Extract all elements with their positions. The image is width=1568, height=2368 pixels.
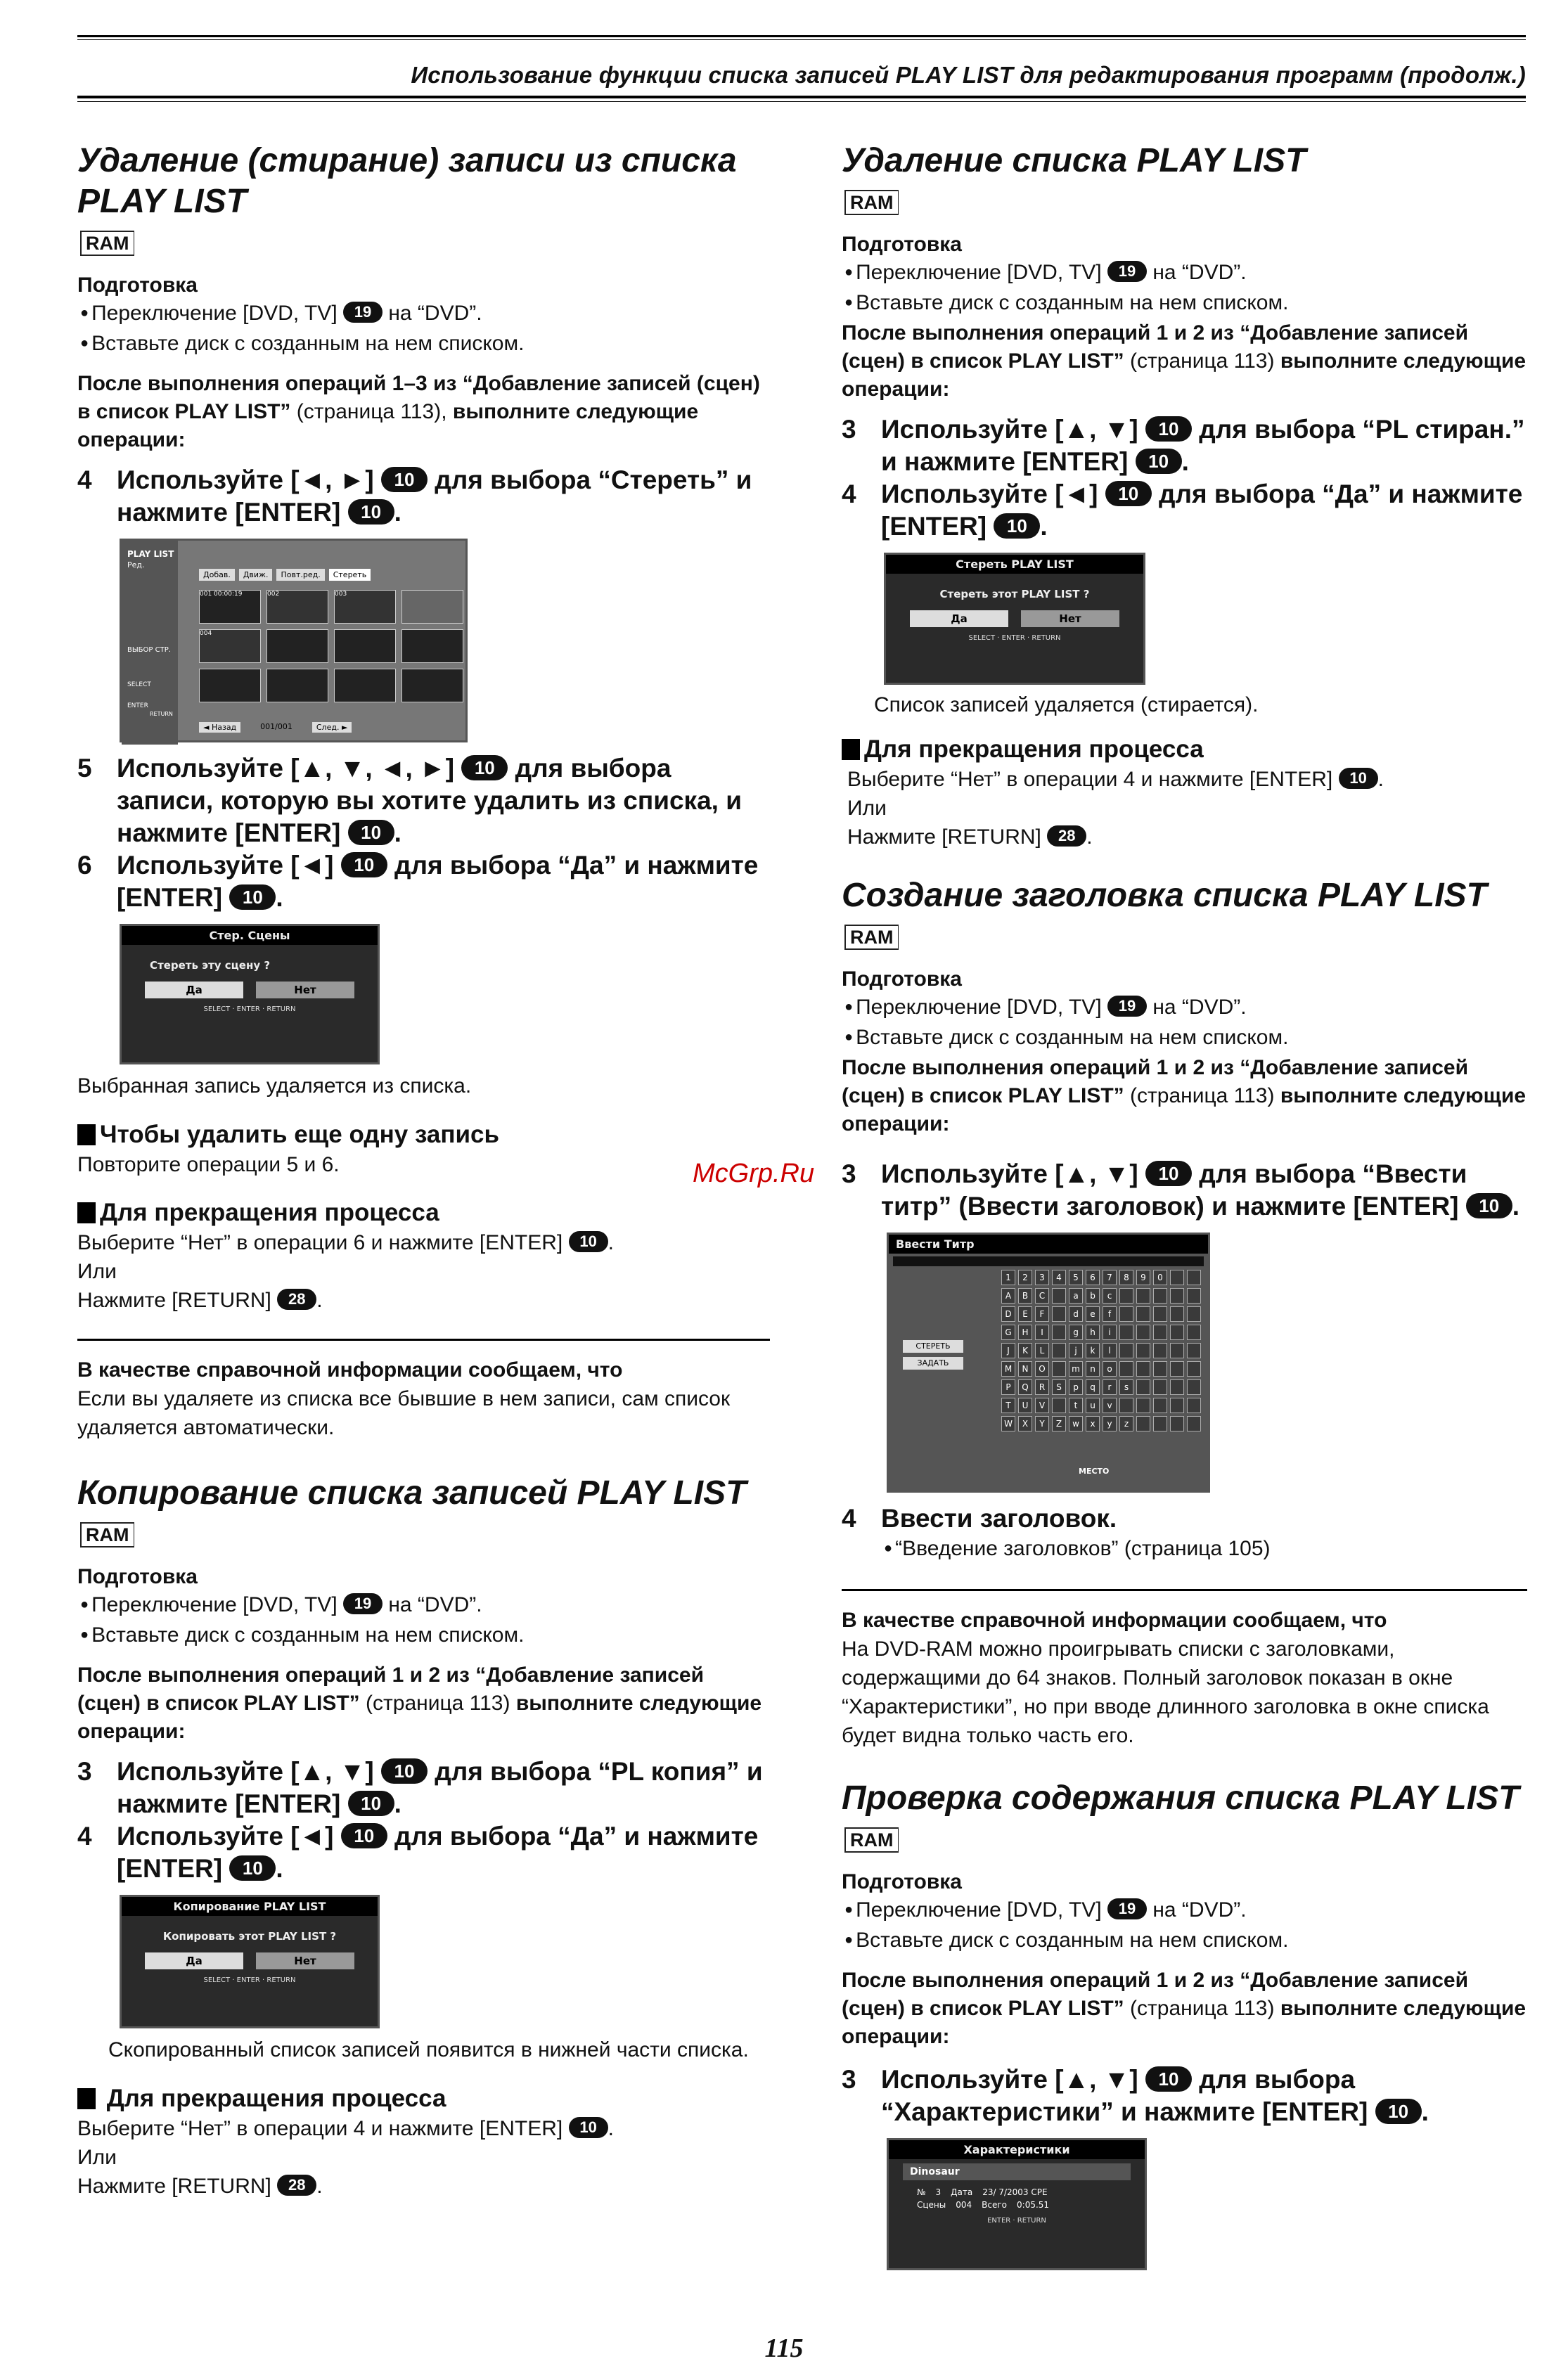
step-6: 6 Используйте [◄] 10 для выбора “Да” и нажмите [ENTER] 10 . [77, 851, 759, 912]
section-title-create-title: Создание заголовка списка PLAY LIST [842, 877, 1487, 914]
badge-icon: 10 [569, 1231, 608, 1252]
right-column [842, 141, 1527, 2270]
tab-erase[interactable]: Стереть [329, 569, 371, 581]
key[interactable]: d [1069, 1306, 1083, 1322]
page-header: Использование функции списка записей PLAY LIST для редактирования программ (продолж.) [411, 62, 1526, 88]
badge-icon: 10 [1375, 2099, 1422, 2124]
key[interactable]: M [1001, 1361, 1015, 1377]
section-title-delete-list: Удаление списка PLAY LIST [842, 142, 1306, 179]
key[interactable]: Q [1018, 1379, 1032, 1395]
erase-button[interactable]: СТЕРЕТЬ [903, 1340, 963, 1353]
subheading-stop: Для прекращения процесса [77, 2083, 770, 2114]
return-text: Нажмите [RETURN] 28 . [77, 2175, 323, 2198]
subheading-stop: Для прекращения процесса [842, 734, 1527, 765]
key[interactable]: 7 [1103, 1270, 1117, 1285]
tab-move[interactable]: Движ. [239, 569, 273, 581]
prep-heading: Подготовка [842, 1870, 962, 1893]
prep-heading: Подготовка [77, 1565, 198, 1588]
space-key[interactable]: МЕСТО [1079, 1467, 1110, 1476]
step-4: 4 Используйте [◄] 10 для выбора “Да” и нажмите [ENTER] 10 . [842, 480, 1523, 541]
badge-icon: 10 [381, 1758, 428, 1784]
prep-heading: Подготовка [842, 967, 962, 991]
or-text: Или [77, 1260, 117, 1283]
subheading-stop: Для прекращения процесса [77, 1197, 770, 1228]
bullet-switch: ● Переключение [DVD, TV] 19 на “DVD”. [842, 1896, 1527, 1926]
key[interactable]: U [1018, 1398, 1032, 1413]
key[interactable]: a [1069, 1288, 1083, 1304]
key[interactable]: D [1001, 1306, 1015, 1322]
key[interactable]: T [1001, 1398, 1015, 1413]
after-instructions: После выполнения операций 1 и 2 из “Добавление записей (сцен) в список PLAY LIST” (страница 113) выполните следующие операции: [842, 1969, 1527, 2048]
ram-label: RAM [844, 1827, 899, 1853]
key[interactable]: y [1103, 1416, 1117, 1431]
badge-icon: 28 [277, 2175, 316, 2196]
step-3: 3 Используйте [▲, ▼] 10 для выбора “PL копия” и нажмите [ENTER] 10 . [77, 1757, 763, 1818]
key[interactable]: l [1103, 1343, 1117, 1358]
ram-label: RAM [80, 1522, 134, 1547]
key[interactable]: i [1103, 1325, 1117, 1340]
step-4: 4 Используйте [◄] 10 для выбора “Да” и нажмите [ENTER] 10 . [77, 1822, 759, 1883]
after-instructions: После выполнения операций 1–3 из “Добавление записей (сцен) в список PLAY LIST” (страница 113), выполните следующие операции: [77, 372, 760, 451]
bullet-switch: ● Переключение [DVD, TV] 19 на “DVD”. [77, 300, 770, 330]
yes-button[interactable]: Да [910, 610, 1008, 627]
yes-button[interactable]: Да [145, 982, 243, 998]
key[interactable]: 2 [1018, 1270, 1032, 1285]
key[interactable]: H [1018, 1325, 1032, 1340]
badge-icon: 10 [348, 499, 394, 525]
key[interactable]: A [1001, 1288, 1015, 1304]
badge-icon: 10 [1145, 2066, 1192, 2092]
key[interactable]: f [1103, 1306, 1117, 1322]
divider [842, 1589, 1527, 1591]
key[interactable]: R [1035, 1379, 1049, 1395]
bullet-insert: ● Вставьте диск с созданным на нем списком. [842, 1926, 1527, 1957]
stop-text: Выберите “Нет” в операции 6 и нажмите [ENTER] 10 . [77, 1231, 614, 1254]
no-button[interactable]: Нет [256, 1952, 354, 1969]
prep-heading: Подготовка [77, 274, 198, 297]
section-title-properties: Проверка содержания списка PLAY LIST [842, 1780, 1519, 1817]
key[interactable]: X [1018, 1416, 1032, 1431]
badge-icon: 10 [461, 755, 508, 780]
key[interactable]: c [1103, 1288, 1117, 1304]
badge-icon: 10 [1145, 1161, 1192, 1186]
key[interactable]: e [1086, 1306, 1100, 1322]
key[interactable]: p [1069, 1379, 1083, 1395]
key[interactable]: O [1035, 1361, 1049, 1377]
step-3: 3 Используйте [▲, ▼] 10 для выбора “Ввести титр” (Ввести заголовок) и нажмите [ENTER] 10 . [842, 1159, 1520, 1221]
bullet-insert: ● Вставьте диск с созданным на нем списком. [842, 289, 1527, 319]
screen-delete-playlist: Стереть PLAY LIST Стереть этот PLAY LIST ? Да Нет SELECT · ENTER · RETURN [884, 553, 1145, 685]
badge-icon: 10 [569, 2117, 608, 2138]
key[interactable]: E [1018, 1306, 1032, 1322]
badge-icon: 28 [1047, 825, 1086, 847]
key[interactable]: 9 [1136, 1270, 1150, 1285]
screen-enter-title: Ввести Титр СТЕРЕТЬ ЗАДАТЬ 1 2 3 4 5 6 7 8 9 0 A B C a b c D E F d e f G H I g h i J K L j k l M N O m n o P Q R S p q r s T U V t u v W X Y Z w x y z МЕСТО [887, 1233, 1210, 1493]
key[interactable]: g [1069, 1325, 1083, 1340]
bullet-insert: ● Вставьте диск с созданным на нем списком. [77, 330, 770, 360]
after-instructions: После выполнения операций 1 и 2 из “Добавление записей (сцен) в список PLAY LIST” (страница 113) выполните следующие операции: [842, 1056, 1527, 1135]
return-text: Нажмите [RETURN] 28 . [847, 825, 1093, 849]
badge-icon: 10 [1466, 1193, 1512, 1218]
bullet-switch: ● Переключение [DVD, TV] 19 на “DVD”. [842, 993, 1527, 1024]
key[interactable]: S [1052, 1379, 1066, 1395]
no-button[interactable]: Нет [1021, 610, 1119, 627]
top-rule-thin [77, 39, 1526, 40]
badge-icon: 19 [1107, 261, 1147, 282]
no-button[interactable]: Нет [256, 982, 354, 998]
subheading-another: Чтобы удалить еще одну запись [77, 1119, 770, 1150]
divider [77, 1339, 770, 1341]
badge-icon: 10 [994, 513, 1040, 539]
badge-icon: 10 [341, 852, 387, 877]
badge-icon: 10 [229, 884, 276, 910]
badge-icon: 10 [381, 467, 428, 492]
key[interactable]: 4 [1052, 1270, 1066, 1285]
back-button[interactable]: ◄ Назад [199, 722, 240, 733]
top-rule [77, 35, 1526, 37]
ram-label: RAM [844, 190, 899, 215]
prep-heading: Подготовка [842, 233, 962, 256]
after-instructions: После выполнения операций 1 и 2 из “Добавление записей (сцен) в список PLAY LIST” (страница 113) выполните следующие операции: [842, 321, 1527, 401]
key[interactable]: m [1069, 1361, 1083, 1377]
stop-text: Выберите “Нет” в операции 4 и нажмите [ENTER] 10 . [847, 768, 1384, 791]
or-text: Или [847, 797, 887, 820]
screen-properties: Характеристики Dinosaur № 3 Дата 23/ 7/2003 СРЕ Сцены 004 Всего 0:05.51 ENTER · RETURN [887, 2138, 1147, 2270]
key[interactable]: V [1035, 1398, 1049, 1413]
ram-label: RAM [80, 231, 134, 256]
header-rule-thin [77, 101, 1526, 102]
screen-copy-playlist: Копирование PLAY LIST Копировать этот PLAY LIST ? Да Нет SELECT · ENTER · RETURN [120, 1895, 380, 2028]
reference-text: Если вы удаляете из списка все бывшие в нем записи, сам список удаляется автоматически. [77, 1387, 731, 1439]
step-5: 5 Используйте [▲, ▼, ◄, ►] 10 для выбора записи, которую вы хотите удалить из списка, и нажмите [ENTER] 10 . [77, 754, 742, 847]
another-text: Повторите операции 5 и 6. [77, 1153, 340, 1176]
key[interactable]: J [1001, 1343, 1015, 1358]
key[interactable]: b [1086, 1288, 1100, 1304]
next-button[interactable]: След. ► [312, 722, 352, 733]
key[interactable]: r [1103, 1379, 1117, 1395]
badge-icon: 19 [343, 302, 383, 323]
screen-delete-scene: Стер. Сцены Стереть эту сцену ? Да Нет SELECT · ENTER · RETURN [120, 924, 380, 1064]
key[interactable]: 1 [1001, 1270, 1015, 1285]
key[interactable]: h [1086, 1325, 1100, 1340]
section-title-delete-entry: Удаление (стирание) записи из списка PLAY LIST [77, 142, 737, 220]
key[interactable]: s [1119, 1379, 1133, 1395]
bullet-insert: ● Вставьте диск с созданным на нем списком. [77, 1621, 770, 1652]
key[interactable]: C [1035, 1288, 1049, 1304]
key[interactable]: I [1035, 1325, 1049, 1340]
key[interactable]: t [1069, 1398, 1083, 1413]
key[interactable]: u [1086, 1398, 1100, 1413]
character-grid [1001, 1270, 1201, 1431]
key[interactable]: 6 [1086, 1270, 1100, 1285]
badge-icon: 10 [341, 1823, 387, 1848]
or-text: Или [77, 2146, 117, 2169]
watermark: McGrp.Ru [693, 1159, 815, 1188]
step-3: 3 Используйте [▲, ▼] 10 для выбора “PL стиран.” и нажмите [ENTER] 10 . [842, 415, 1525, 476]
reference-title: В качестве справочной информации сообщаем, что [842, 1609, 1387, 1632]
badge-icon: 28 [277, 1289, 316, 1310]
key[interactable]: 3 [1035, 1270, 1049, 1285]
caption-list-deleted: Список записей удаляется (стирается). [874, 693, 1259, 716]
step-4: 4 Используйте [◄, ►] 10 для выбора “Стереть” и нажмите [ENTER] 10 . [77, 465, 752, 527]
key[interactable]: w [1069, 1416, 1083, 1431]
yes-button[interactable]: Да [145, 1952, 243, 1969]
key[interactable]: N [1018, 1361, 1032, 1377]
key[interactable]: W [1001, 1416, 1015, 1431]
set-button[interactable]: ЗАДАТЬ [903, 1357, 963, 1370]
key[interactable]: o [1103, 1361, 1117, 1377]
stop-text: Выберите “Нет” в операции 4 и нажмите [ENTER] 10 . [77, 2117, 614, 2140]
badge-icon: 10 [348, 820, 394, 845]
key[interactable]: K [1018, 1343, 1032, 1358]
key[interactable]: 8 [1119, 1270, 1133, 1285]
badge-icon: 19 [1107, 1898, 1147, 1919]
bullet-switch: ● Переключение [DVD, TV] 19 на “DVD”. [842, 259, 1527, 289]
key[interactable]: F [1035, 1306, 1049, 1322]
key[interactable]: Z [1052, 1416, 1066, 1431]
caption-deleted: Выбранная запись удаляется из списка. [77, 1074, 472, 1098]
badge-icon: 10 [1105, 481, 1152, 506]
step-3: 3 Используйте [▲, ▼] 10 для выбора “Характеристики” и нажмите [ENTER] 10 . [842, 2065, 1429, 2126]
key[interactable]: z [1119, 1416, 1133, 1431]
bullet-insert: ● Вставьте диск с созданным на нем списком. [842, 1024, 1527, 1054]
after-instructions: После выполнения операций 1 и 2 из “Добавление записей (сцен) в список PLAY LIST” (страница 113) выполните следующие операции: [77, 1664, 762, 1743]
header-rule [77, 96, 1526, 98]
key[interactable]: 0 [1153, 1270, 1167, 1285]
key[interactable]: P [1001, 1379, 1015, 1395]
step-4-bullet: ● “Введение заголовков” (страница 105) [842, 1535, 1527, 1565]
key[interactable]: 5 [1069, 1270, 1083, 1285]
key[interactable]: v [1103, 1398, 1117, 1413]
key[interactable]: G [1001, 1325, 1015, 1340]
key[interactable]: B [1018, 1288, 1032, 1304]
key[interactable]: q [1086, 1379, 1100, 1395]
tab-re-edit[interactable]: Повт.ред. [276, 569, 324, 581]
badge-icon: 10 [1136, 449, 1182, 474]
step-4: 4 Ввести заголовок. [842, 1504, 1117, 1533]
badge-icon: 10 [1145, 416, 1192, 442]
key[interactable]: k [1086, 1343, 1100, 1358]
key[interactable]: j [1069, 1343, 1083, 1358]
page-number: 115 [764, 2334, 804, 2363]
caption-copied: Скопированный список записей появится в нижней части списка. [108, 2038, 749, 2061]
return-text: Нажмите [RETURN] 28 . [77, 1289, 323, 1312]
badge-icon: 19 [1107, 996, 1147, 1017]
key[interactable]: n [1086, 1361, 1100, 1377]
ram-label: RAM [844, 925, 899, 950]
badge-icon: 19 [343, 1593, 383, 1614]
left-column [77, 141, 770, 2201]
key[interactable]: Y [1035, 1416, 1049, 1431]
section-title-copy: Копирование списка записей PLAY LIST [77, 1474, 747, 1512]
tab-add[interactable]: Добав. [199, 569, 235, 581]
bullet-switch: ● Переключение [DVD, TV] 19 на “DVD”. [77, 1591, 770, 1621]
badge-icon: 10 [1339, 768, 1378, 789]
badge-icon: 10 [348, 1791, 394, 1816]
badge-icon: 10 [229, 1855, 276, 1881]
reference-title: В качестве справочной информации сообщаем, что [77, 1358, 623, 1382]
reference-text: На DVD-RAM можно проигрывать списки с заголовками, содержащими до 64 знаков. Полный заголовок показан в окне “Характеристики”, но при вводе длинного заголовка в окне списка будет видна только часть его. [842, 1637, 1489, 1747]
screen-playlist-edit: PLAY LIST Ред. ВЫБОР СТР. SELECT ENTER RETURN Добав. Движ. Повт.ред. Стереть 001 00:00:19 002 003 004 ◄ Назад 001/001 След. ► [120, 539, 468, 742]
key[interactable]: x [1086, 1416, 1100, 1431]
key[interactable]: L [1035, 1343, 1049, 1358]
